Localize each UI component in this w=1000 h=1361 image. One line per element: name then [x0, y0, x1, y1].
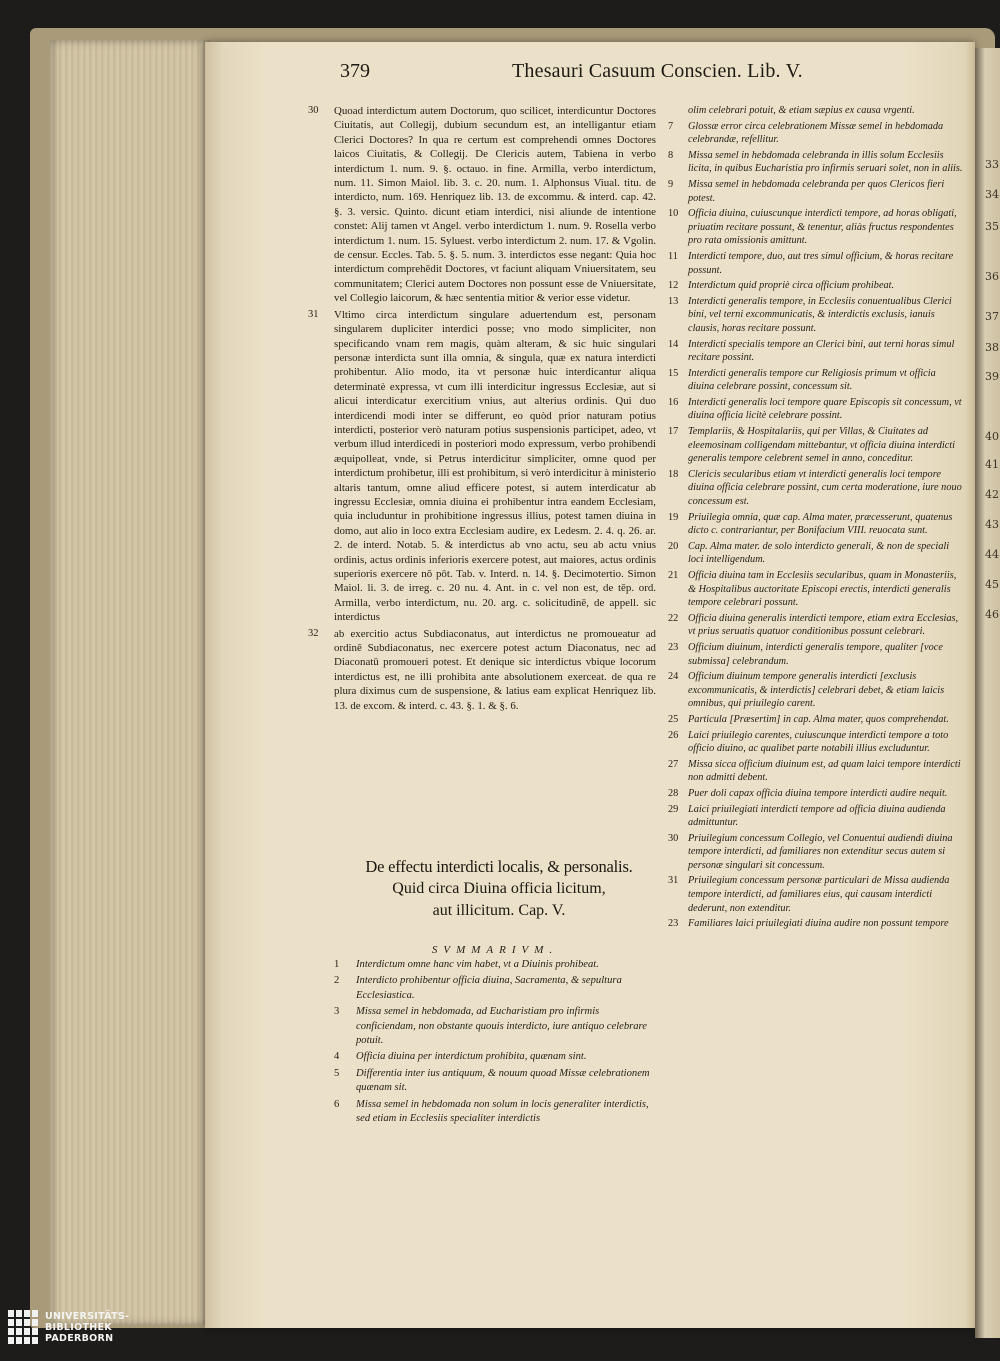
item-number: 6: [334, 1098, 340, 1110]
summary-item: [668, 874, 964, 915]
summary-item: [668, 803, 964, 830]
item-number: 5: [334, 1067, 340, 1079]
summary-item: [668, 758, 964, 785]
item-number: 8: [668, 149, 674, 161]
item-text: Missa sicca officium diuinum est, ad quam laici tempore interdicti non admitti debent.: [688, 758, 961, 784]
item-number: 4: [334, 1051, 340, 1063]
item-text: Missa semel in hebdomada, ad Eucharistiam pro infirmis conficiendam, non obstante quouis interdicto, iure antiquo celebrare potuit.: [356, 1006, 647, 1047]
item-text: Clericis secularibus etiam vt interdicti generalis loci tempore diuina officia celebrare possint, cum certa moderatione, iure nouo concessum est.: [688, 468, 962, 508]
item-number: 23: [668, 918, 679, 930]
paragraph: [308, 104, 656, 306]
summary-item: [334, 1067, 658, 1096]
item-text: Interdicto prohibentur officia diuina, Sacramenta, & sepultura Ecclesiastica.: [356, 975, 622, 1001]
item-text: Glossæ error circa celebrationem Missæ semel in hebdomada celebrandæ, refellitur.: [688, 120, 944, 146]
summary-item: [668, 729, 964, 756]
item-text: Officia diuina tam in Ecclesiis secularibus, quam in Monasteriis, & Hospitalibus auctoritate Episcopi erectis, interdicti generalis tempore celebrari possunt.: [688, 570, 957, 609]
summary-item: [668, 149, 964, 176]
item-text: Puer doli capax officia diuina tempore interdicti audire nequit.: [688, 787, 948, 799]
summary-item: [668, 917, 964, 931]
item-number: 19: [668, 511, 679, 523]
summary-item: [668, 511, 964, 538]
library-logo-text: [45, 1311, 129, 1344]
library-logo: [8, 1310, 129, 1344]
item-number: 21: [668, 570, 679, 581]
margin-number: 46: [985, 608, 999, 621]
item-text: Differentia inter ius antiquum, & nouum quoad Missæ celebrationem quænam sit.: [356, 1067, 650, 1094]
item-text: Officia diuina generalis interdicti tempore, etiam extra Ecclesias, vt prius seruatis quatuor conditionibus possunt celebrari.: [688, 612, 959, 638]
summary-item: [668, 468, 964, 509]
page-fore-edge: [50, 40, 210, 1325]
facing-page-edge: [975, 48, 1000, 1338]
item-text: Officium diuinum tempore generalis interdicti [exclusis excommunicatis, & interdictis] celebrari debet, & etiam laicis omnibus, qui priuilegio carent.: [688, 671, 945, 710]
item-number: 30: [668, 832, 679, 844]
summary-item: [668, 295, 964, 336]
paragraph-number: 31: [308, 308, 319, 320]
library-logo-mark: [8, 1310, 38, 1344]
chapter-heading: [334, 856, 664, 922]
summary-list-left: [334, 958, 658, 1128]
item-number: 16: [668, 396, 679, 408]
item-number: 13: [668, 295, 679, 307]
item-number: 28: [668, 787, 679, 799]
summary-item: [668, 713, 964, 727]
item-text: Officia diuina per interdictum prohibita, quænam sint.: [356, 1051, 587, 1063]
summary-item: [668, 832, 964, 873]
item-text: Officia diuina, cuiuscunque interdicti tempore, ad horas obligati, priuatim recitare possunt, & tenentur, aliàs fructus respondentes pro rata omissionis amittunt.: [688, 208, 957, 247]
item-number: 10: [668, 208, 679, 220]
summary-item: [668, 787, 964, 801]
chapter-title-line: De effectu interdicti localis, & personalis.: [365, 857, 633, 876]
item-number: 29: [668, 803, 679, 815]
item-text: Interdictum omne hanc vim habet, vt a Diuinis prohibeat.: [356, 959, 599, 970]
summary-item: [668, 104, 964, 118]
item-number: 25: [668, 713, 679, 725]
item-number: 26: [668, 729, 679, 741]
logo-line: PADERBORN: [45, 1332, 114, 1344]
margin-number: 40: [985, 430, 999, 443]
item-number: 7: [668, 120, 674, 132]
item-text: Missa semel in hebdomada celebranda in illis solum Ecclesiis licita, in quibus Eucharistia pro infirmis seruari solet, non in aliis.: [688, 149, 963, 175]
summary-item: [334, 1098, 658, 1127]
item-text: olim celebrari potuit, & etiam sæpius ex causa vrgenti.: [688, 105, 915, 116]
summary-item: [668, 338, 964, 365]
summary-item: [668, 670, 964, 711]
summary-heading: SVMMARIVM.: [431, 944, 559, 956]
item-number: 23: [668, 641, 679, 653]
item-number: 12: [668, 280, 679, 292]
item-text: Interdicti specialis tempore an Clerici bini, aut terni horas simul recitare possint.: [688, 338, 955, 364]
item-text: Particula [Præsertim] in cap. Alma mater, quos comprehendat.: [688, 713, 949, 725]
item-text: Interdicti tempore, duo, aut tres simul officium, & horas recitare possunt.: [688, 250, 954, 276]
item-number: 20: [668, 540, 679, 552]
item-number: 1: [334, 959, 340, 970]
summary-item: [334, 974, 658, 1003]
paragraph-text: ab exercitio actus Subdiaconatus, aut interdictus ne promoueatur ad ordinē Subdiaconatus, nec exercere potest actum Diaconatus, nec ad Diaconatū promoueri potest. Et denique sic interdictus vbique locorum interdictus est, ne illi prohibita ante absolutionem exerceat. de qua re plura diximus cum de suspensione, & latius eam explicat Henriquez lib. 13. de excom. & interd. c. 43. §. 1. & §. 6.: [334, 627, 656, 712]
item-text: Interdicti generalis tempore, in Ecclesiis conuentualibus Clerici bini, vel terni excommunicatis, & interdictis exclusis, ianuis clausis, horas recitare possunt.: [688, 295, 952, 334]
item-number: 9: [668, 178, 674, 190]
item-text: Missa semel in hebdomada celebranda per quos Clericos fieri potest.: [688, 178, 945, 204]
summary-item: [668, 279, 964, 293]
item-number: 22: [668, 612, 679, 624]
item-text: Cap. Alma mater. de solo interdicto generali, & non de speciali loci intelligendum.: [688, 540, 950, 566]
summary-item: [668, 569, 964, 610]
item-text: Templariis, & Hospitalariis, qui per Villas, & Ciuitates ad eleemosinam colligendam mittebantur, vt officia diuina interdicti generalis tempore celebrent semel in anno, conceditur.: [688, 426, 956, 465]
item-number: 18: [668, 468, 679, 480]
margin-number: 37: [985, 310, 999, 323]
running-title: Thesauri Casuum Conscien. Lib. V.: [512, 60, 803, 82]
item-number: 14: [668, 338, 679, 350]
margin-number: 38: [985, 341, 999, 354]
item-text: Priuilegia omnia, quæ cap. Alma mater, præcesserunt, quatenus dicto c. contrariantur, per Bonifacium VIII. reuocata sunt.: [688, 511, 953, 537]
summary-item: [668, 641, 964, 668]
margin-number: 39: [985, 370, 999, 383]
margin-number: 45: [985, 578, 999, 591]
summary-item: [668, 612, 964, 639]
margin-number: 43: [985, 518, 999, 531]
item-text: Missa semel in hebdomada non solum in locis generaliter interdictis, sed etiam in Ecclesiis specialiter interdictis: [356, 1098, 649, 1125]
item-number: 27: [668, 758, 679, 770]
summary-item: [334, 958, 658, 972]
item-text: Laici priuilegio carentes, cuiuscunque interdicti tempore a toto officio diuino, ac qualibet parte notabili illius excluduntur.: [688, 729, 949, 755]
margin-number: 36: [985, 270, 999, 283]
margin-number: 33: [985, 158, 999, 171]
page-number: 379: [340, 60, 370, 82]
chapter-title-line: aut illicitum. Cap. V.: [432, 902, 566, 919]
margin-number: 34: [985, 188, 999, 201]
item-number: 24: [668, 671, 679, 683]
item-text: Interdicti generalis loci tempore quare Episcopis sit concessum, vt diuina officia licitè celebrare possint.: [688, 396, 962, 422]
item-text: Priuilegium concessum personæ particulari de Missa audienda tempore interdicti, ad familiares eius, qui causam interdicti dederunt, non extenditur.: [688, 875, 950, 914]
margin-number: 35: [985, 220, 999, 233]
margin-number: 41: [985, 458, 999, 471]
summary-item: [668, 367, 964, 394]
item-number: 11: [668, 250, 678, 262]
paragraph: [308, 627, 656, 713]
margin-number: 44: [985, 548, 999, 561]
item-number: 15: [668, 367, 679, 379]
paragraph-number: 30: [308, 105, 319, 116]
paragraph-number: 32: [308, 627, 319, 639]
summary-item: [334, 1005, 658, 1048]
paragraph-text: Quoad interdictum autem Doctorum, quo scilicet, interdicuntur Doctores Ciuitatis, aut Collegij, dubium secundum est, an intelligantur etiam Clerici Doctores? In qua re certum est comprehendi omnes Doctores laicos Ciuitatis, & Collegij. De Clericis autem, Tabiena in verbo interdictum 1. num. 9. §. octauo. in fine. Armilla, verbo interdictum, num. 11. Simon Maiol. lib. 3. c. 20. num. 1. Alphonsus Viual. titu. de interdicto, num. 169. Henriquez lib. 13. de excommu. & interd. cap. 42. §. 3. versic. Quinto. dicunt etiam interdici, nisi aliunde de intentione constet: Alij tamen vt Angel. verbo interdictum 1. num. 9. Rosella verbo interdictum 1. num. 15. Syluest. verbo interdictum 2. num. 17. & Vgolin. de censur. Eccles. Tab. 5. §. 5. num. 3. interdictos esse negant: Quia hoc interdictum comprehēdit Doctores, vt faciunt aliquam Vniuersitatem, seu communitatem; Clerici autem Doctores non possunt esse de Vniuersitate, vel Collegio laicorum, & hæc sententia mitior & verior esse videtur.: [334, 105, 656, 305]
item-text: Priuilegium concessum Collegio, vel Conuentui audiendi diuina tempore interdicti, ad familiares non extenditur secus autem si personæ singulari sit concessum.: [688, 832, 953, 871]
summary-item: [668, 540, 964, 567]
left-text-column: [308, 104, 656, 715]
logo-line: BIBLIOTHEK: [45, 1321, 112, 1333]
margin-number: 42: [985, 488, 999, 501]
summary-item: [668, 396, 964, 423]
summary-item: [668, 207, 964, 248]
chapter-title-line: Quid circa Diuina officia licitum,: [392, 880, 606, 897]
summary-item: [668, 120, 964, 147]
item-text: Officium diuinum, interdicti generalis tempore, qualiter [voce submissa] celebrandum.: [688, 641, 943, 667]
item-text: Laici priuilegiati interdicti tempore ad officia diuina audienda admittuntur.: [688, 803, 946, 829]
item-number: 17: [668, 426, 679, 438]
summary-list-right: [668, 104, 964, 933]
summary-item: [668, 250, 964, 277]
item-text: Interdicti generalis tempore cur Religiosis primum vt officia diuina celebrare possint, concessum sit.: [688, 367, 936, 393]
summary-item: [668, 425, 964, 466]
item-number: 3: [334, 1006, 340, 1018]
item-number: 31: [668, 875, 679, 887]
summary-item: [668, 178, 964, 205]
paragraph: [308, 308, 656, 625]
item-number: 2: [334, 975, 340, 987]
logo-line: UNIVERSITÄTS-: [45, 1310, 130, 1322]
paragraph-text: Vltimo circa interdictum singulare aduertendum est, personam singularem dupliciter interdici posse; vno modo simpliciter, non specificando vnam rem magis, quàm alteram, & sic huic singulari personæ interdicta sunt illa omnia, & singula, quæ ex natura interdicti prohibentur. Alio modo, ita vt personæ huic interdicantur aliqua determinatè expressa, vt cum illi interdicitur ingressus Ecclesiæ, aut si alicui interdicatur exercitium vnius, aut alterius ordinis. Qui duo interdicendi modi inter se differunt, eo quòd prior naturam potius interdicti, posterior verò naturam potius suspensionis participet, adeo, vt verbum illud interdicedi in posteriori modo expressum, verbo prohibendi æquipolleat, vnde, si Petrus interdicitur simpliciter, omne quod per interdictum prohibetur, illi est prohibitum, si verò interdicitur à ministerio altaris tantum, omne aliud efficere potest, si autem interdicatur ab ingressu Ecclesiæ, omnia diuina ei prohibentur intra eandem Ecclesiam, quia includuntur in prohibitione ingressus illius, potest tamen diuina in domo, aut alio in loco extra Ecclesiam audire, ex Ledesm. 2. 4. q. 26. ar. 2. de interd. Notab. 5. & interdictus ab vno actu, seu ab actu vnius ordinis, actus ordinis inferioris exercere potest, aut maiores, actus ordinis superioris exercere nō pōt. Tab. v. Interd. n. 14. §. Decimotertio. Simon Maiol. li. 3. de irreg. c. 20 nu. 4. Ant. in c. vel non est, de tēp. ord. Armilla, verbo interdictum, nu. 20. arg. c. solicitudinē, de appell. sic interdictus: [334, 308, 656, 624]
item-text: Familiares laici priuilegiati diuina audire non possunt tempore: [688, 918, 949, 930]
summary-item: [334, 1050, 658, 1064]
item-text: Interdictum quid propriè circa officium prohibeat.: [688, 280, 895, 292]
